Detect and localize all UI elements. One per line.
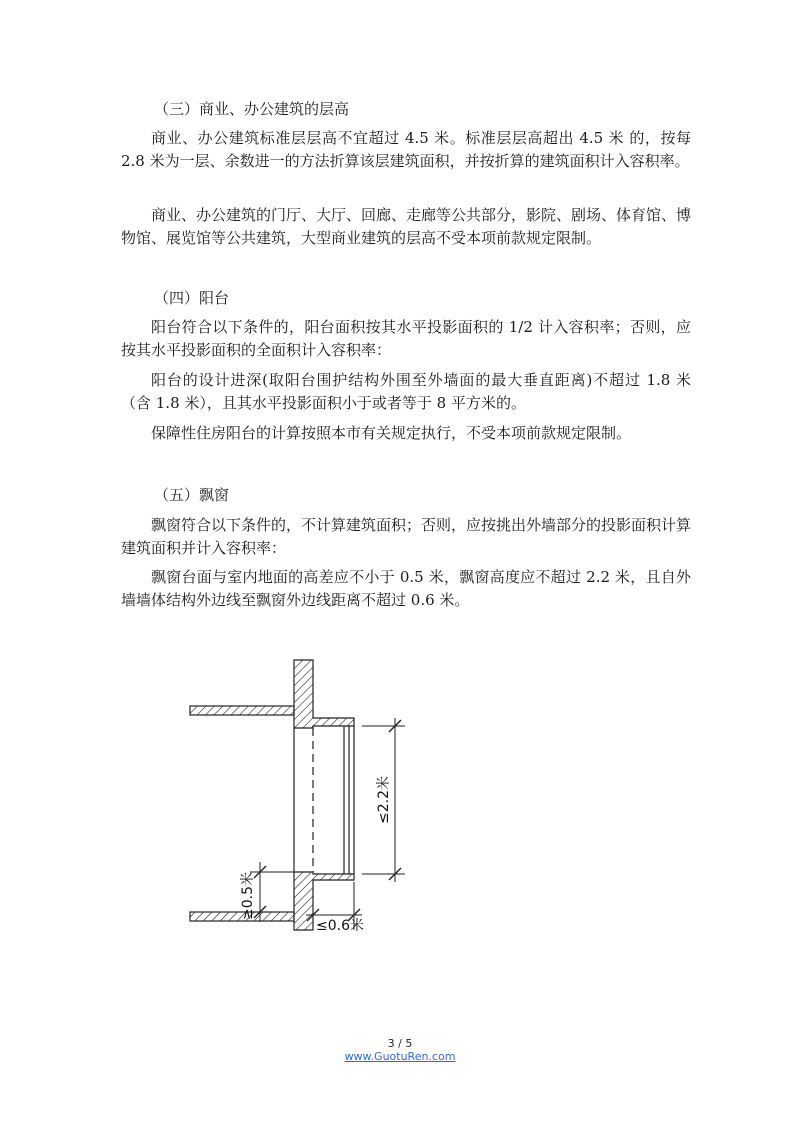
paragraph: 阳台符合以下条件的，阳台面积按其水平投影面积的 1/2 计入容积率；否则，应按其水平投影面积的全面积计入容积率： <box>121 318 691 359</box>
wall-upper <box>294 660 354 728</box>
upper-slab <box>190 706 294 715</box>
paragraph: 阳台的设计进深(取阳台围护结构外围至外墙面的最大垂直距离)不超过 1.8 米（含 1.8 米），且其水平投影面积小于或者等于 8 平方米的。 <box>121 371 691 412</box>
height-dimension-label: ≤2.2米 <box>376 776 392 824</box>
paragraph: 商业、办公建筑标准层层高不宜超过 4.5 米。标准层层高超出 4.5 米 的，按每 2.8 米为一层、余数进一的方法折算该层建筑面积，并按折算的建筑面积计入容积率。 <box>121 129 691 170</box>
depth-dimension-label: ≤0.6米 <box>316 918 364 934</box>
paragraph: 商业、办公建筑的门厅、大厅、回廊、走廊等公共部分，影院、剧场、体育馆、博物馆、展览馆等公共建筑，大型商业建筑的层高不受本项前款规定限制。 <box>121 206 692 247</box>
section-heading-5: （五）飘窗 <box>154 486 230 504</box>
paragraph: 飘窗符合以下条件的，不计算建筑面积；否则，应按挑出外墙部分的投影面积计算建筑面积并计入容积率： <box>121 516 692 557</box>
section-heading-4: （四）阳台 <box>154 289 230 307</box>
paragraph: 飘窗台面与室内地面的高差应不小于 0.5 米，飘窗高度应不超过 2.2 米，且自外墙墙体结构外边线至飘窗外边线距离不超过 0.6 米。 <box>121 568 691 609</box>
bay-window-diagram <box>0 640 800 960</box>
website-link[interactable]: www.GuotuRen.com <box>344 1050 456 1063</box>
page-number: 3 / 5 <box>387 1037 413 1050</box>
paragraph: 保障性住房阳台的计算按照本市有关规定执行，不受本项前款规定限制。 <box>151 424 632 442</box>
sill-dimension-label: ≥0.5米 <box>240 872 256 920</box>
section-heading-3: （三）商业、办公建筑的层高 <box>154 100 350 118</box>
